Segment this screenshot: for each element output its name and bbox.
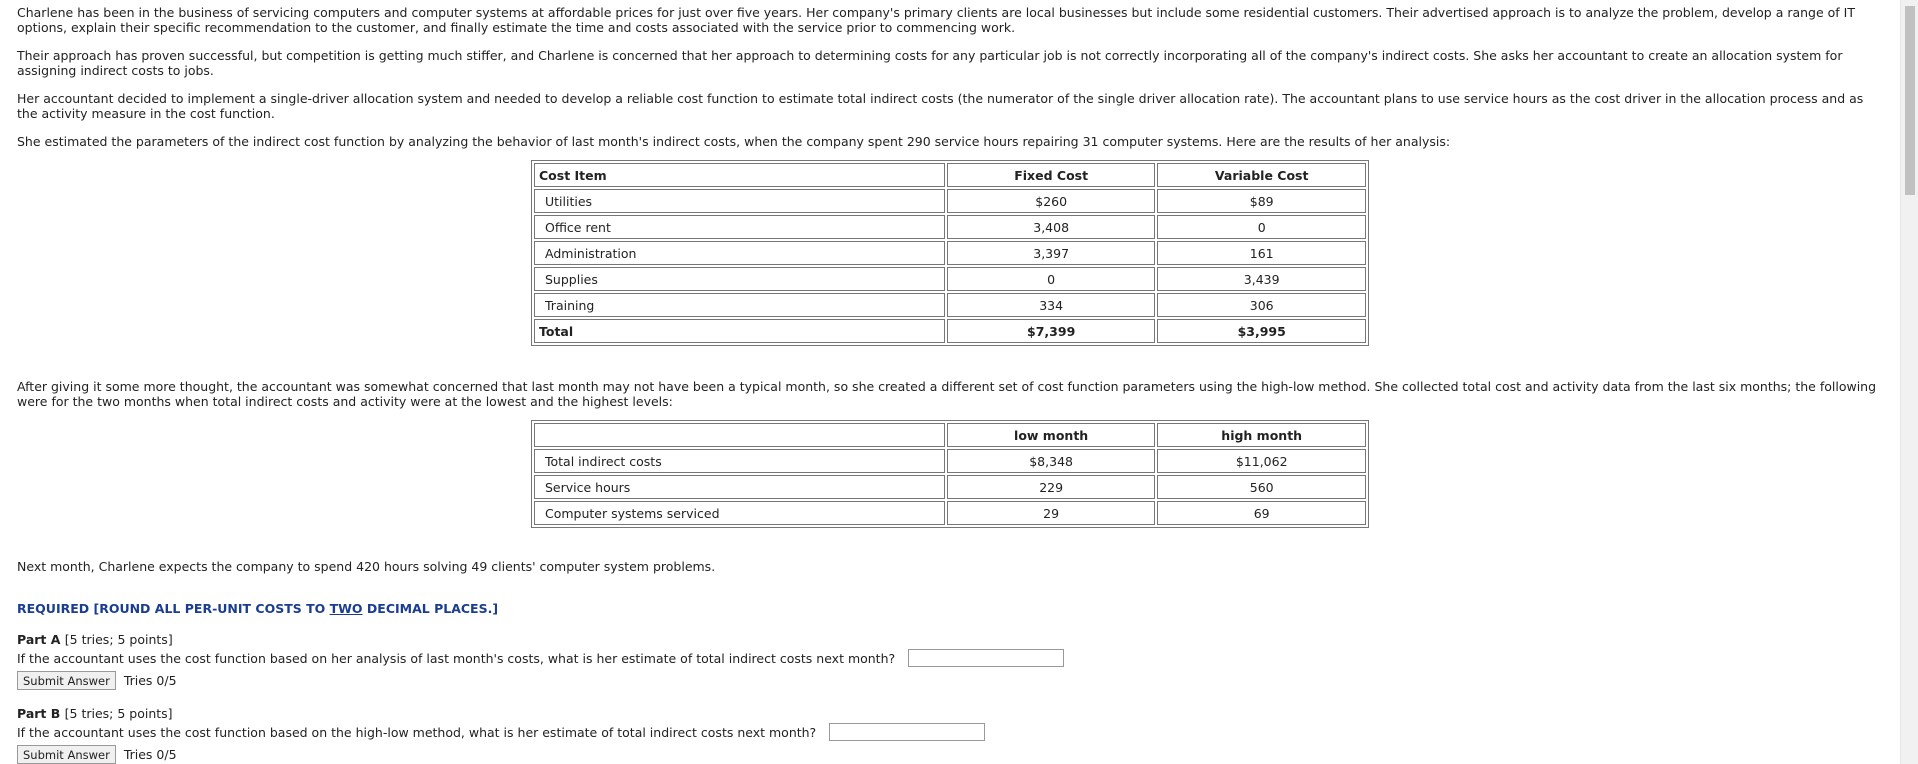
row-label: Service hours: [545, 479, 631, 495]
row-label: Computer systems serviced: [545, 505, 720, 521]
table-row: [534, 189, 1366, 213]
header-variable-cost: Variable Cost: [1157, 163, 1366, 187]
variable-cost-cell: 0: [1157, 215, 1366, 239]
part-b-submit-button[interactable]: Submit Answer: [17, 745, 116, 764]
variable-cost-cell: 3,439: [1157, 267, 1366, 291]
row-label: Utilities: [545, 193, 593, 209]
variable-cost-cell: 306: [1157, 293, 1366, 317]
table-total-row: [534, 319, 1366, 343]
row-label: Office rent: [545, 219, 611, 235]
table-row: [534, 501, 1366, 525]
table-header-row: [534, 163, 1366, 187]
header-high-month: high month: [1157, 423, 1366, 447]
intro-paragraph-2: Their approach has proven successful, but competition is getting much stiffer, and Charlene is concerned that her approach to determining costs for any particular job is not correctly incorporating all of the company's indirect costs. She asks her accountant to create an allocation system for assigning indirect costs to jobs.: [17, 48, 1843, 78]
fixed-cost-cell: 3,397: [947, 241, 1155, 265]
low-month-cell: $8,348: [947, 449, 1156, 473]
variable-cost-cell: $89: [1157, 189, 1366, 213]
header-low-month: low month: [947, 423, 1156, 447]
part-b-question: If the accountant uses the cost function based on the high-low method, what is her estimate of total indirect costs next month?: [17, 724, 817, 740]
table-header-row: [534, 423, 1366, 447]
part-a-title: Part A [5 tries; 5 points]: [17, 632, 173, 647]
part-b: [17, 706, 985, 764]
next-month-paragraph: Next month, Charlene expects the company to spend 420 hours solving 49 clients' computer system problems.: [17, 559, 716, 574]
part-a-question: If the accountant uses the cost function based on her analysis of last month's costs, what is her estimate of total indirect costs next month?: [17, 650, 896, 666]
table-row: [534, 267, 1366, 291]
high-month-cell: $11,062: [1157, 449, 1366, 473]
header-cost-item: Cost Item: [534, 163, 945, 187]
variable-cost-cell: 161: [1157, 241, 1366, 265]
intro-paragraph-3: Her accountant decided to implement a single-driver allocation system and needed to develop a reliable cost function to estimate total indirect costs (the numerator of the single driver allocation rate). The accountant plans to use service hours as the cost driver in the allocation process and as the activity measure in the cost function.: [17, 91, 1864, 121]
part-a: [17, 632, 1064, 690]
row-label: Supplies: [545, 271, 598, 287]
header-fixed-cost: Fixed Cost: [947, 163, 1155, 187]
part-b-answer-input[interactable]: [829, 723, 985, 741]
header-blank: [534, 423, 945, 447]
part-b-points: [5 tries; 5 points]: [64, 706, 173, 721]
scrollbar-thumb[interactable]: [1905, 6, 1915, 195]
high-month-cell: 69: [1157, 501, 1366, 525]
part-a-points: [5 tries; 5 points]: [64, 632, 173, 647]
part-a-answer-input[interactable]: [908, 649, 1064, 667]
high-low-paragraph: After giving it some more thought, the accountant was somewhat concerned that last month may not have been a typical month, so she created a different set of cost function parameters using the high-low method. She collected total cost and activity data from the last six months; the following were for the two months when total indirect costs and activity were at the lowest and the highest levels:: [17, 379, 1877, 409]
fixed-cost-cell: 3,408: [947, 215, 1155, 239]
row-label: Administration: [545, 245, 637, 261]
part-a-submit-button[interactable]: Submit Answer: [17, 671, 116, 690]
intro-paragraph-1: Charlene has been in the business of servicing computers and computer systems at affordable prices for just over five years. Her company's primary clients are local businesses but include some residential customers. Their advertised approach is to analyze the problem, develop a range of IT options, explain their specific recommendation to the customer, and finally estimate the time and costs associated with the service prior to commencing work.: [17, 5, 1855, 35]
part-b-title: Part B [5 tries; 5 points]: [17, 706, 173, 721]
fixed-cost-cell: 334: [947, 293, 1155, 317]
low-month-cell: 29: [947, 501, 1156, 525]
row-label: Training: [545, 297, 595, 313]
high-low-table: [531, 420, 1369, 528]
low-month-cell: 229: [947, 475, 1156, 499]
vertical-scrollbar[interactable]: [1900, 0, 1918, 764]
intro-paragraph-4: She estimated the parameters of the indirect cost function by analyzing the behavior of last month's indirect costs, when the company spent 290 service hours repairing 31 computer systems. Here are the results of her analysis:: [17, 134, 1451, 149]
total-variable-cost: $3,995: [1157, 319, 1366, 343]
high-month-cell: 560: [1157, 475, 1366, 499]
part-a-tries: Tries 0/5: [123, 673, 177, 688]
table-row: [534, 241, 1366, 265]
required-underlined: TWO: [329, 601, 363, 616]
total-label: Total: [534, 319, 945, 343]
part-b-tries: Tries 0/5: [123, 747, 177, 762]
row-label: Total indirect costs: [545, 453, 662, 469]
cost-analysis-table: [531, 160, 1369, 346]
table-row: [534, 475, 1366, 499]
fixed-cost-cell: 0: [947, 267, 1155, 291]
table-row: [534, 293, 1366, 317]
required-instructions: REQUIRED [ROUND ALL PER-UNIT COSTS TO TWO DECIMAL PLACES.]: [17, 601, 499, 616]
fixed-cost-cell: $260: [947, 189, 1155, 213]
table-row: [534, 449, 1366, 473]
total-fixed-cost: $7,399: [947, 319, 1155, 343]
table-row: [534, 215, 1366, 239]
